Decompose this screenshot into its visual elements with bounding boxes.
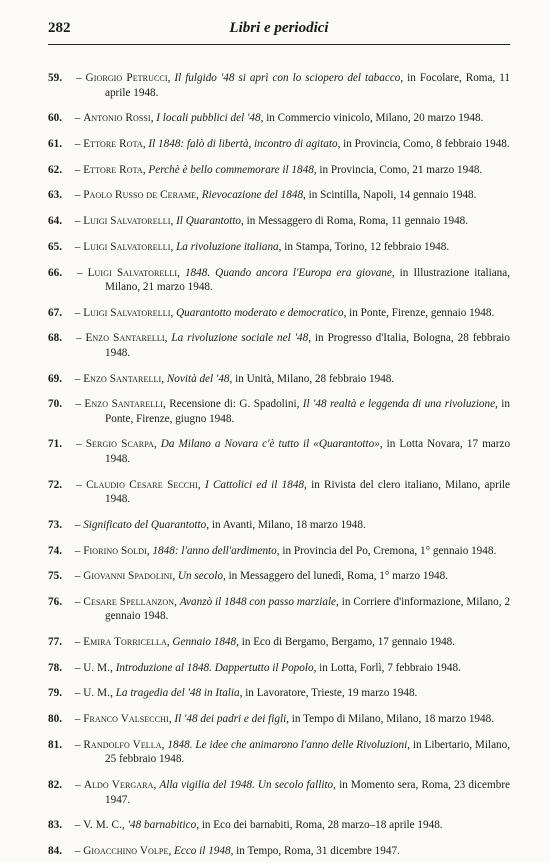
entry-title: Avanzò il 1848 con passo marziale	[179, 595, 337, 608]
entry-title: I locali pubblici del '48	[156, 112, 261, 125]
bibliography-list	[48, 60, 510, 863]
entry-number: 62.	[48, 163, 62, 176]
bibliography-entry	[48, 686, 510, 701]
bibliography-entry	[48, 240, 510, 255]
entry-dash: –	[75, 72, 82, 85]
bibliography-entry	[48, 111, 510, 126]
entry-separator: ,	[167, 72, 175, 85]
entry-title: 1848. Le idee che animarono l'anno delle Rivoluzioni	[167, 738, 408, 751]
entry-title: '48 barnabitico	[127, 819, 197, 832]
entry-source: , in Lavoratore, Trieste, 19 marzo 1948.	[239, 687, 418, 700]
entry-source: , in Provincia, Como, 8 febbraio 1948.	[337, 138, 510, 151]
entry-title: I Cattolici ed il 1848	[204, 478, 305, 491]
entry-title: Novità del '48	[166, 372, 230, 385]
entry-number: 63.	[48, 189, 62, 202]
page-number: 282	[48, 20, 71, 36]
entry-author: Ettore Rota	[83, 163, 143, 176]
entry-source: , in Avanti, Milano, 18 marzo 1948.	[206, 518, 366, 531]
entry-dash: –	[74, 189, 81, 202]
bibliography-entry	[48, 738, 510, 767]
bibliography-entry	[48, 71, 510, 100]
entry-number: 79.	[48, 687, 62, 700]
entry-author: Paolo Russo de Cerame	[83, 189, 197, 202]
entry-separator: ,	[170, 215, 177, 228]
bibliography-entry	[48, 595, 510, 624]
entry-number: 72.	[48, 478, 62, 491]
entry-source: , in Progresso d'Italia, Bologna, 28 febbraio 1948.	[105, 332, 510, 359]
bibliography-entry	[48, 778, 510, 807]
entry-dash: –	[74, 518, 81, 531]
bibliography-entry	[48, 163, 510, 178]
entry-separator: ,	[153, 779, 160, 791]
bibliography-entry	[48, 635, 510, 650]
entry-dash: –	[74, 844, 81, 857]
entry-number: 68.	[48, 332, 62, 345]
entry-author: Enzo Santarelli	[85, 332, 165, 345]
entry-separator: ,	[174, 595, 180, 608]
entry-source: , in Unità, Milano, 28 febbraio 1948.	[229, 372, 395, 385]
bibliography-entry	[48, 712, 510, 727]
entry-title: 1848: l'anno dell'ardimento	[152, 544, 277, 557]
entry-separator: ,	[172, 570, 178, 583]
entry-author: Randolfo Vella	[83, 738, 162, 751]
entry-separator: ,	[110, 687, 116, 700]
entry-title: Un secolo	[177, 570, 223, 583]
entry-separator: ,	[150, 112, 157, 125]
bibliography-entry	[48, 544, 510, 559]
entry-author: Fiorino Soldi	[83, 544, 147, 557]
entry-separator: ,	[161, 738, 168, 751]
entry-dash: –	[76, 478, 82, 491]
entry-dash: –	[74, 215, 81, 228]
entry-source: , in Messaggero del lunedì, Roma, 1° marzo 1948.	[222, 570, 449, 583]
bibliography-entry	[48, 306, 510, 321]
entry-author: Luigi Salvatorelli	[87, 266, 178, 279]
entry-separator: ,	[122, 819, 128, 832]
entry-separator: ,	[177, 266, 185, 279]
entry-separator: ,	[166, 636, 173, 649]
entry-dash: –	[75, 332, 82, 345]
bibliography-entry	[48, 331, 510, 360]
entry-separator: ,	[170, 306, 177, 319]
entry-author: Luigi Salvatorelli	[83, 240, 171, 253]
entry-number: 71.	[48, 438, 62, 451]
entry-separator: ,	[196, 189, 202, 202]
entry-separator: , Recensione di: G. Spadolini,	[163, 398, 303, 411]
entry-author: U. M.	[83, 661, 111, 674]
entry-title: Quarantotto moderato e democratico	[176, 306, 344, 319]
entry-dash: –	[77, 266, 83, 279]
bibliography-entry	[48, 437, 510, 466]
entry-number: 73.	[48, 518, 62, 531]
entry-number: 67.	[48, 306, 62, 319]
bibliography-entry	[48, 266, 510, 295]
entry-source: , in Eco dei barnabiti, Roma, 28 marzo–18 aprile 1948.	[196, 819, 443, 832]
entry-number: 66.	[48, 266, 62, 279]
entry-number: 82.	[48, 779, 62, 791]
entry-dash: –	[74, 240, 81, 253]
entry-number: 76.	[48, 595, 62, 608]
entry-dash: –	[74, 661, 81, 674]
entry-title: Significato del Quarantotto	[83, 518, 207, 531]
entry-title: Da Milano a Novara c'è tutto il «Quarantotto»	[160, 438, 380, 451]
bibliography-entry	[48, 214, 510, 229]
entry-separator: ,	[142, 138, 149, 151]
entry-title: Il fulgido '48 si aprì con lo sciopero del tabacco	[174, 72, 401, 85]
entry-separator: ,	[168, 713, 175, 726]
entry-title: Perchè è bello commemorare il 1848	[148, 163, 314, 176]
entry-author: Antonio Rossi	[83, 112, 151, 125]
entry-separator: ,	[197, 478, 205, 491]
entry-dash: –	[74, 636, 81, 649]
entry-dash: –	[74, 544, 81, 557]
entry-dash: –	[74, 819, 81, 832]
entry-dash: –	[74, 112, 81, 125]
entry-source: , in Provincia, Como, 21 marzo 1948.	[313, 163, 483, 176]
bibliography-entry	[48, 569, 510, 584]
bibliography-entry	[48, 818, 510, 833]
entry-number: 81.	[48, 738, 62, 751]
entry-number: 78.	[48, 661, 62, 674]
entry-author: Enzo Santarelli	[84, 398, 164, 411]
entry-dash: –	[74, 372, 81, 385]
entry-title: 1848. Quando ancora l'Europa era giovane	[184, 266, 392, 279]
entry-number: 77.	[48, 636, 62, 649]
entry-number: 69.	[48, 372, 62, 385]
entry-number: 59.	[48, 72, 62, 85]
bibliography-entry	[48, 518, 510, 533]
entry-title: Ecco il 1948	[174, 844, 231, 857]
entry-source: , in Momento sera, Roma, 23 dicembre 1947.	[105, 779, 511, 806]
entry-author: Franco Valsecchi	[83, 713, 169, 726]
entry-separator: ,	[142, 163, 149, 176]
entry-title: La rivoluzione italiana	[176, 240, 279, 253]
entry-source: , in Libertario, Milano, 25 febbraio 1948.	[105, 738, 511, 766]
entry-author: Enzo Santarelli	[83, 372, 162, 385]
bibliography-entry	[48, 478, 510, 507]
entry-author: Emira Torricella	[83, 636, 167, 649]
entry-author: Luigi Salvatorelli	[83, 306, 171, 319]
entry-number: 70.	[48, 398, 62, 411]
entry-separator: ,	[168, 844, 175, 857]
entry-source: , in Ponte, Firenze, giugno 1948.	[105, 398, 510, 425]
bibliography-entry	[48, 188, 510, 203]
entry-dash: –	[74, 570, 81, 583]
entry-source: , in Rivista del clero italiano, Milano, aprile 1948.	[105, 478, 511, 506]
entry-separator: ,	[161, 372, 167, 385]
entry-separator: ,	[110, 661, 116, 674]
entry-source: , in Eco di Bergamo, Bergamo, 17 gennaio 1948.	[236, 636, 456, 649]
entry-author: Giorgio Petrucci	[85, 72, 168, 85]
entry-dash: –	[74, 687, 81, 700]
entry-author: Ettore Rota	[83, 138, 143, 151]
entry-source: , in Lotta, Forlì, 7 febbraio 1948.	[313, 661, 461, 674]
entry-title: Il '48 dei padri e dei figli	[174, 713, 287, 726]
entry-number: 75.	[48, 570, 62, 583]
entry-source: , in Focolare, Roma, 11 aprile 1948.	[105, 72, 510, 99]
entry-author: Gioacchino Volpe	[83, 844, 169, 857]
entry-dash: –	[74, 138, 81, 151]
bibliography-entry	[48, 397, 510, 426]
entry-number: 80.	[48, 713, 62, 726]
bibliography-entry	[48, 661, 510, 676]
entry-author: Claudio Cesare Secchi	[86, 478, 198, 491]
running-title: Libri e periodici	[229, 20, 329, 36]
entry-dash: –	[75, 398, 81, 411]
entry-author: Cesare Spellanzon	[83, 595, 175, 608]
entry-title: Il Quarantotto	[176, 215, 242, 228]
entry-number: 60.	[48, 112, 62, 125]
entry-source: , in Tempo di Milano, Milano, 18 marzo 1948.	[286, 713, 495, 726]
entry-author: Sergio Scarpa	[85, 438, 154, 451]
entry-source: , in Stampa, Torino, 12 febbraio 1948.	[278, 240, 450, 253]
entry-source: , in Corriere d'informazione, Milano, 2 gennaio 1948.	[105, 595, 511, 623]
entry-number: 83.	[48, 819, 62, 832]
entry-dash: –	[75, 779, 81, 791]
entry-number: 84.	[48, 844, 62, 857]
entry-number: 74.	[48, 544, 62, 557]
entry-source: , in Provincia del Po, Cremona, 1° gennaio 1948.	[276, 544, 497, 557]
entry-number: 61.	[48, 138, 62, 151]
bibliography-entry	[48, 372, 510, 387]
entry-separator: ,	[170, 240, 177, 253]
entry-source: , in Scintilla, Napoli, 14 gennaio 1948.	[303, 189, 477, 202]
entry-title: Alla vigilia del 1948. Un secolo fallito	[159, 779, 334, 791]
entry-source: , in Commercio vinicolo, Milano, 20 marzo 1948.	[260, 112, 484, 125]
entry-title: Rievocazione del 1848	[201, 189, 304, 202]
entry-separator: ,	[153, 438, 161, 451]
entry-dash: –	[74, 738, 81, 751]
entry-source: , in Ponte, Firenze, gennaio 1948.	[343, 306, 495, 319]
bibliography-entry	[48, 844, 510, 859]
entry-separator: ,	[146, 544, 153, 557]
entry-title: La rivoluzione sociale nel '48	[171, 332, 309, 345]
entry-source: , in Messaggero di Roma, Roma, 11 gennaio 1948.	[241, 215, 469, 228]
entry-title: Introduzione al 1848. Dappertutto il Popolo	[115, 661, 314, 674]
entry-source: , in Lotta Novara, 17 marzo 1948.	[105, 438, 511, 465]
entry-author: Aldo Vergara	[83, 779, 154, 791]
page-header	[48, 16, 510, 45]
entry-title: Gennaio 1848	[172, 636, 237, 649]
entry-dash: –	[74, 306, 81, 319]
entry-dash: –	[74, 163, 81, 176]
entry-title: Il 1848: falò di libertà, incontro di agitato	[148, 138, 338, 151]
entry-source: , in Tempo, Roma, 31 dicembre 1947.	[230, 844, 400, 857]
entry-author: U. M.	[83, 687, 111, 700]
bibliography-entry	[48, 137, 510, 152]
entry-author: V. M. C.	[83, 819, 123, 832]
entry-author: Luigi Salvatorelli	[83, 215, 171, 228]
entry-number: 64.	[48, 215, 62, 228]
entry-dash: –	[74, 595, 81, 608]
entry-number: 65.	[48, 240, 62, 253]
entry-separator: ,	[164, 332, 172, 345]
entry-title: Il '48 realtà e leggenda di una rivoluzione	[302, 398, 496, 411]
entry-dash: –	[76, 438, 82, 451]
entry-title: La tragedia del '48 in Italia	[115, 687, 240, 700]
entry-author: Giovanni Spadolini	[83, 570, 173, 583]
entry-dash: –	[74, 713, 81, 726]
entry-source: , in Illustrazione italiana, Milano, 21 marzo 1948.	[105, 266, 511, 293]
